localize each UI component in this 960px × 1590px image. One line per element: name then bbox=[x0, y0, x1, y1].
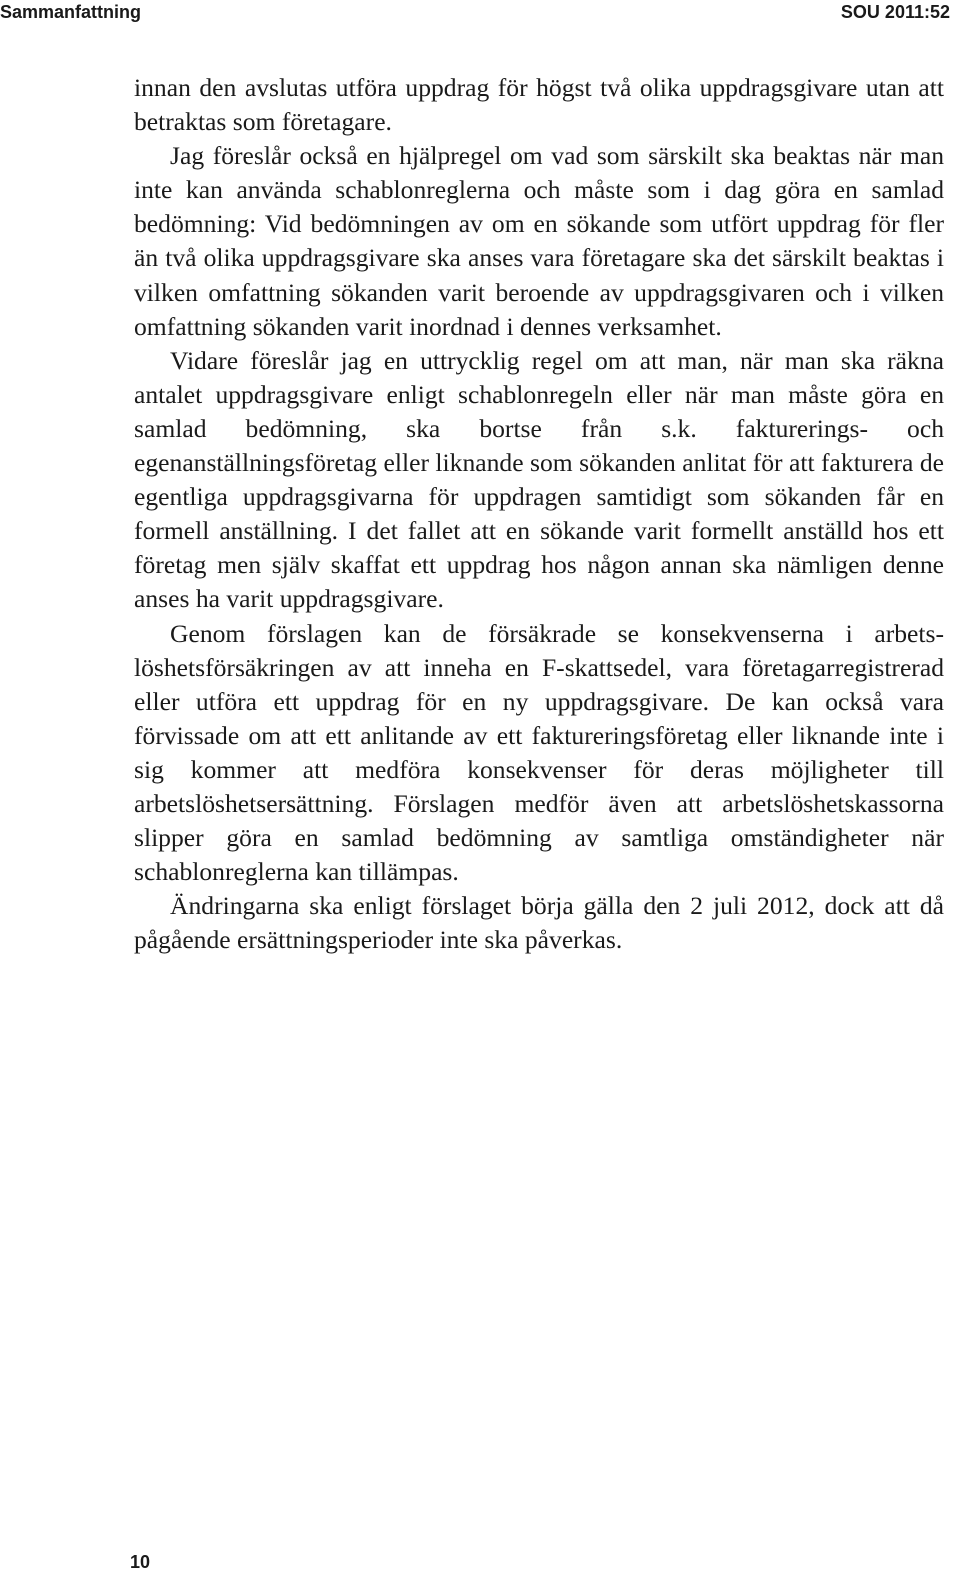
body-text bbox=[134, 71, 944, 957]
header-rule bbox=[0, 26, 960, 27]
paragraph-2: Jag föreslår också en hjälpregel om vad som särskilt ska beaktas när man inte kan använda schablonreglerna och måste som i dag göra en samlad bedömning: Vid bedömningen av om en sökande som utfört uppdrag för fler än två olika uppdragsgivare ska anses vara företagare ska det särskilt beaktas i vilken omfattning sökanden varit beroende av uppdragsgivaren och i vilken omfattning sökanden varit inordnad i dennes verksamhet. bbox=[134, 141, 944, 341]
running-header bbox=[0, 0, 960, 22]
paragraph-1: innan den avslutas utföra uppdrag för högst två olika uppdragsgivare utan att betraktas som företagare. bbox=[134, 73, 944, 137]
paragraph-3: Vidare föreslår jag en uttrycklig regel om att man, när man ska räkna antalet uppdragsgivare enligt schablonregeln eller när man måste göra en samlad bedömning, ska bortse från s.k. fakturerings- och egenanställningsföretag eller liknande som sökanden anlitat för att fakturera de egentliga uppdragsgivarna för uppdragen samtidigt som sökanden får en formell anställning. I det fallet att en sökande varit formellt anställd hos ett företag men själv skaffat ett uppdrag hos någon annan ska nämligen denne anses ha varit uppdragsgivare. bbox=[134, 345, 944, 614]
report-number: SOU 2011:52 bbox=[840, 2, 950, 22]
paragraph-5: Ändringarna ska enligt förslaget börja gälla den 2 juli 2012, dock att då pågående ersättningsperioder inte ska påverkas. bbox=[134, 891, 944, 955]
paragraph-4: Genom förslagen kan de försäkrade se konsekvenserna i arbetslöshetsförsäkringen av att inneha en F-skattsedel, vara företagarregistrerad eller utföra ett uppdrag för en ny uppdragsgivare. De kan också vara förvissade om att ett anlitande av ett faktureringsföretag eller liknande inte i sig kommer att medföra konsekvenser för deras möjligheter till arbetslöshetsersättning. Förslagen medför även att arbetslöshetskassorna slipper göra en samlad bedömning av samtliga omständigheter när schablonreglerna kan tillämpas. bbox=[134, 618, 944, 887]
section-title: Sammanfattning bbox=[0, 2, 142, 22]
page-number: 10 bbox=[130, 1552, 151, 1572]
